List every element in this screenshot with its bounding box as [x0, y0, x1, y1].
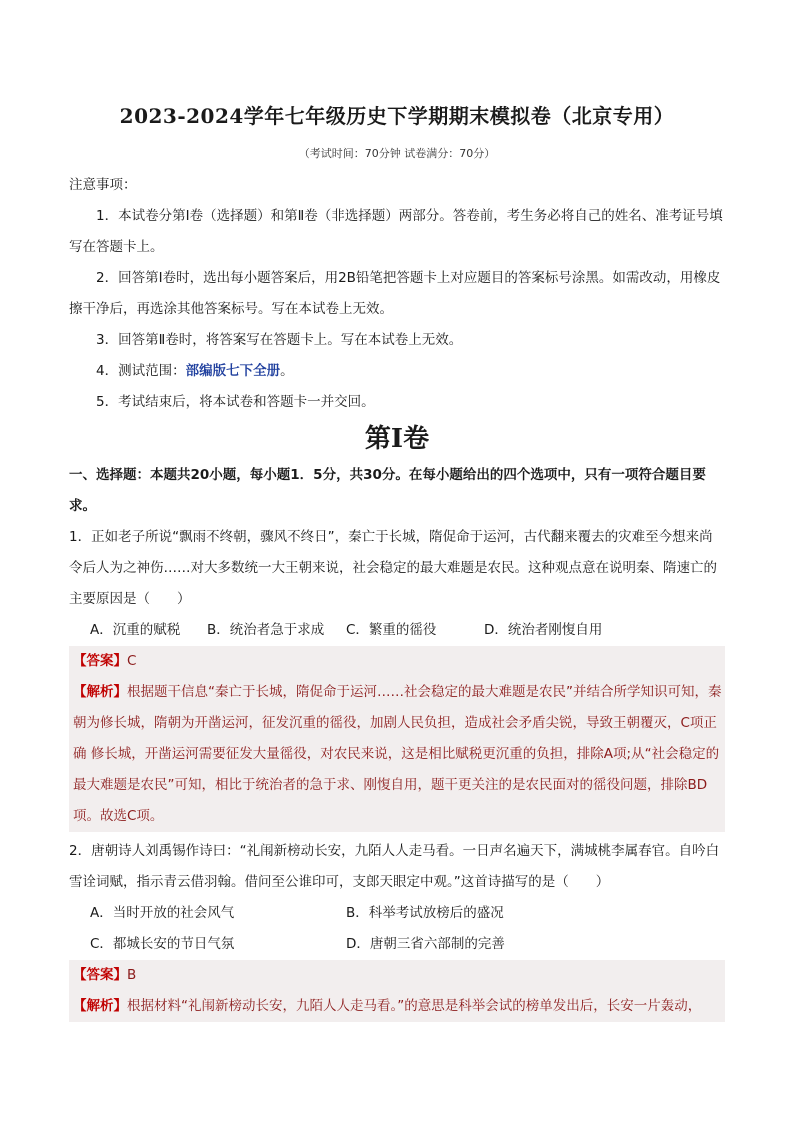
test-range: 部编版七下全册 — [185, 363, 281, 379]
section-intro-label: 一、选择题： — [69, 467, 150, 483]
question-2-option-b: B．科举考试放榜后的盛况 — [346, 905, 504, 921]
answer-value: C — [127, 653, 137, 669]
analysis-tag: 【解析】 — [73, 684, 127, 700]
notice-heading: 注意事项： — [69, 177, 137, 193]
question-1-option-c: C．繁重的徭役 — [346, 622, 437, 638]
page-title: 2023-2024学年七年级历史下学期期末模拟卷（北京专用） — [119, 104, 675, 128]
notice-item-5: 5．考试结束后，将本试卷和答题卡一并交回。 — [96, 394, 375, 410]
question-1-analysis — [69, 677, 725, 832]
analysis-tag: 【解析】 — [73, 998, 127, 1014]
notice-item-2: 2．回答第Ⅰ卷时，选出每小题答案后，用2B铅笔把答题卡上对应题目的答案标号涂黑。如需改动，用橡皮擦干净后，再选涂其他答案标号。写在本试卷上无效。 — [69, 270, 721, 317]
section-intro — [69, 460, 725, 522]
section-title: 第Ⅰ卷 — [364, 424, 430, 454]
exam-info: （考试时间：70分钟 试卷满分：70分） — [298, 147, 496, 160]
question-2-analysis — [69, 991, 725, 1022]
notice-item-4-suffix: 。 — [280, 363, 294, 379]
question-1-stem: 1．正如老子所说“飘雨不终朝，骤风不终日”，秦亡于长城，隋促命于运河，古代翻来覆去的灾难至今想来尚令后人为之神伤……对大多数统一大王朝来说，社会稳定的最大难题是农民。这种观点意在说明秦、隋速亡的主要原因是（ ） — [69, 529, 717, 607]
section-intro-text: 本题共20小题，每小题1．5分，共30分。在每小题给出的四个选项中，只有一项符合题目要求。 — [69, 467, 706, 514]
answer-value: B — [127, 967, 137, 983]
question-1-option-b: B．统治者急于求成 — [207, 622, 325, 638]
notice-item-4-prefix: 4．测试范围： — [96, 363, 186, 379]
analysis-text: 根据题干信息“秦亡于长城，隋促命于运河……社会稳定的最大难题是农民”并结合所学知识可知，秦朝为修长城，隋朝为开凿运河，征发沉重的徭役，加剧人民负担，造成社会矛盾尖锐，导致王朝覆灭，C项正确 修长城，开凿运河需要征发大量徭役，对农民来说，这是相比赋税更沉重的负担，排除A项;从“社会稳定的最大难题是农民”可知，相比于统治者的急于求、刚愎自用，题干更关注的是农民面对的徭役问题，排除BD项。故选C项。 — [73, 684, 722, 824]
question-1-option-a: A．沉重的赋税 — [90, 622, 181, 638]
notice-item-3: 3．回答第Ⅱ卷时，将答案写在答题卡上。写在本试卷上无效。 — [96, 332, 463, 348]
answer-tag: 【答案】 — [73, 653, 127, 669]
answer-tag: 【答案】 — [73, 967, 127, 983]
analysis-text: 根据材料“礼闱新榜动长安，九陌人人走马看。”的意思是科举会试的榜单发出后，长安一片轰动， — [127, 998, 702, 1014]
question-2-stem: 2．唐朝诗人刘禹锡作诗曰：“礼闱新榜动长安，九陌人人走马看。一日声名遍天下，满城桃李属春官。自吟白雪诠词赋，指示青云借羽翰。借问至公谁印可，支郎天眼定中观。”这首诗描写的是（ ） — [69, 843, 720, 890]
notice-item-4 — [69, 356, 725, 387]
notice-item-1: 1．本试卷分第Ⅰ卷（选择题）和第Ⅱ卷（非选择题）两部分。答卷前，考生务必将自己的姓名、准考证号填写在答题卡上。 — [69, 208, 723, 255]
question-2-option-c: C．都城长安的节日气氛 — [90, 936, 235, 952]
question-1-answer-box — [69, 646, 725, 832]
question-2-answer — [69, 960, 725, 991]
question-2-option-a: A．当时开放的社会风气 — [90, 905, 235, 921]
question-2-answer-box — [69, 960, 725, 1022]
question-1-option-d: D．统治者刚愎自用 — [484, 622, 603, 638]
question-1-answer — [69, 646, 725, 677]
question-2-option-d: D．唐朝三省六部制的完善 — [346, 936, 505, 952]
